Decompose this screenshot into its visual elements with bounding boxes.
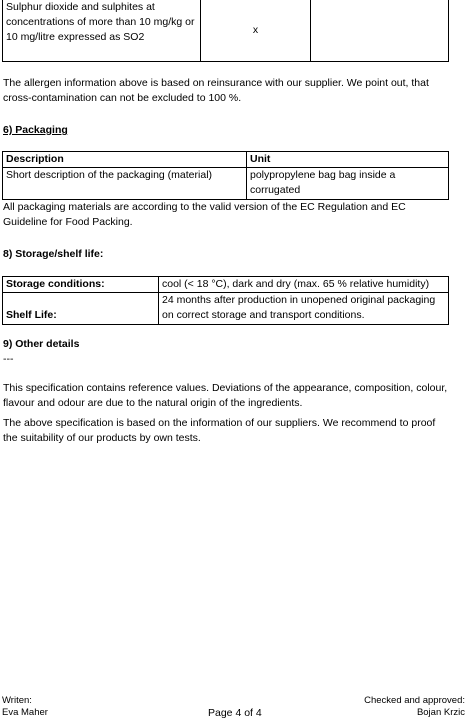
written-name: Eva Maher bbox=[2, 707, 48, 719]
packaging-row bbox=[3, 168, 449, 199]
written-label: Writen: bbox=[2, 695, 32, 706]
packaging-note: All packaging materials are according to the valid version of the EC Regulation and EC Guideline for Food Packing. bbox=[3, 201, 406, 229]
shelf-life-value: 24 months after production in unopened original packaging on correct storage and transport conditions. bbox=[159, 293, 449, 324]
storage-conditions-row bbox=[3, 277, 449, 293]
storage-heading: 8) Storage/shelf life: bbox=[3, 248, 104, 260]
approved-label: Checked and approved: bbox=[364, 695, 465, 706]
allergen-table bbox=[2, 0, 449, 62]
other-details-heading: 9) Other details bbox=[3, 338, 80, 350]
packaging-col-description: Description bbox=[3, 152, 247, 168]
storage-conditions-label: Storage conditions: bbox=[3, 277, 159, 293]
shelf-life-row bbox=[3, 293, 449, 324]
shelf-life-label: Shelf Life: bbox=[3, 293, 159, 324]
packaging-heading: 6) Packaging bbox=[3, 124, 68, 136]
footer-written bbox=[2, 695, 48, 720]
supplier-information-note: The above specification is based on the information of our suppliers. We recommend to proof the suitability of our products by own tests. bbox=[3, 417, 436, 445]
allergen-empty-cell bbox=[311, 0, 449, 62]
packaging-header-row bbox=[3, 152, 449, 168]
approved-name: Bojan Krzic bbox=[416, 707, 465, 719]
footer-approved bbox=[364, 695, 465, 720]
allergen-row-sulphites bbox=[3, 0, 449, 62]
packaging-unit: polypropylene bag bag inside a corrugated bbox=[247, 168, 449, 199]
allergen-mark: x bbox=[200, 0, 310, 62]
packaging-col-unit: Unit bbox=[247, 152, 449, 168]
page-number: Page 4 of 4 bbox=[208, 707, 262, 719]
packaging-description: Short description of the packaging (material) bbox=[3, 168, 247, 199]
allergen-note: The allergen information above is based on reinsurance with our supplier. We point out, that cross-contamination can not be excluded to 100 %. bbox=[3, 77, 429, 105]
other-details-value: --- bbox=[3, 353, 14, 365]
storage-table bbox=[2, 276, 449, 325]
packaging-table bbox=[2, 151, 449, 200]
reference-values-note: This specification contains reference values. Deviations of the appearance, composition, colour, flavour and odour are due to the natural origin of the ingredients. bbox=[3, 382, 448, 410]
allergen-label: Sulphur dioxide and sulphites at concentrations of more than 10 mg/kg or 10 mg/litre expressed as SO2 bbox=[3, 0, 201, 62]
storage-conditions-value: cool (< 18 °C), dark and dry (max. 65 % relative humidity) bbox=[159, 277, 449, 293]
